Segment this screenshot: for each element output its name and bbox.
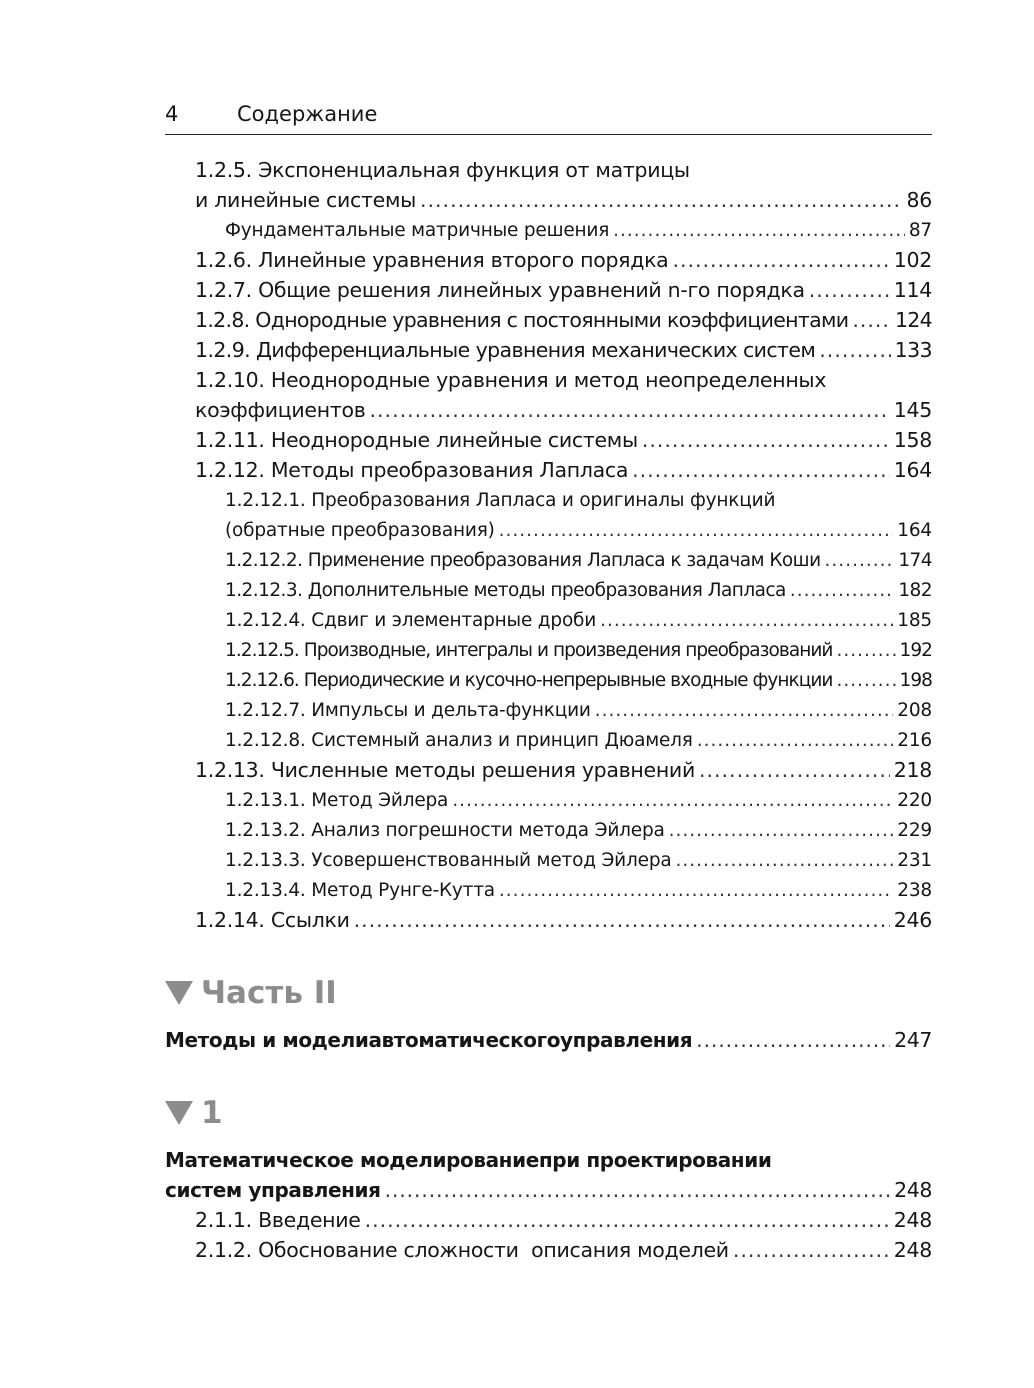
toc-entry-label: 1.2.12.4. Сдвиг и элементарные дроби (225, 610, 597, 631)
dot-leader (420, 188, 903, 212)
toc-entry[interactable] (225, 610, 932, 631)
part-heading-text: Часть II (201, 975, 337, 1011)
toc-entry-label: 1.2.13. Численные методы решения уравнений (195, 758, 695, 782)
toc-page-number: 86 (906, 188, 932, 212)
dot-leader (790, 580, 895, 601)
toc-entry[interactable] (195, 188, 932, 212)
toc-entry[interactable] (195, 308, 932, 332)
dot-leader (696, 1028, 890, 1052)
toc-page-number: 192 (899, 640, 932, 661)
dot-leader (642, 428, 890, 452)
toc-entry-label: 1.2.12. Методы преобразования Лапласа (195, 458, 629, 482)
toc-entry-label: (обратные преобразования) (225, 520, 495, 541)
toc-page-number: 248 (893, 1238, 932, 1262)
toc-page-number: 102 (893, 248, 932, 272)
toc-entry-label: 1.2.12.3. Дополнительные методы преобразования Лапласа (225, 580, 786, 601)
toc-entry-label: Фундаментальные матричные решения (225, 220, 610, 241)
toc-page-number: 174 (898, 550, 932, 571)
dot-leader (837, 670, 896, 691)
chapter-title-entry[interactable] (165, 1178, 932, 1202)
dot-leader (613, 220, 905, 241)
page-number: 4 (165, 102, 179, 126)
toc-page-number: 114 (893, 278, 932, 302)
dot-leader (837, 640, 896, 661)
toc-page-number: 87 (908, 220, 932, 241)
dot-leader (499, 880, 893, 901)
toc-entry[interactable] (195, 1238, 932, 1262)
toc-entry-label: 1.2.12.5. Производные, интегралы и произведения преобразований (225, 640, 833, 661)
toc-entry[interactable] (225, 550, 932, 571)
toc-page-number: 133 (894, 338, 932, 362)
dot-leader (733, 1238, 890, 1262)
toc-entry-label: 1.2.13.2. Анализ погрешности метода Эйлера (225, 820, 665, 841)
part-heading (165, 975, 337, 1011)
toc-entry-label: 1.2.13.4. Метод Рунге-Кутта (225, 880, 495, 901)
toc-entry-label: 1.2.11. Неоднородные линейные системы (195, 428, 638, 452)
toc-page-number: 145 (893, 398, 932, 422)
dot-leader (600, 610, 893, 631)
toc-page-number: 231 (897, 850, 932, 871)
dot-leader (672, 248, 889, 272)
dot-leader (819, 338, 890, 362)
toc-page-number: 164 (893, 458, 932, 482)
dot-leader (499, 520, 894, 541)
chapter-title[interactable]: Математическое моделированиепри проектировании (165, 1148, 772, 1172)
toc-entry[interactable] (225, 880, 932, 901)
chapter-heading (165, 1095, 223, 1131)
toc-entry[interactable] (195, 908, 932, 932)
toc-entry[interactable] (195, 428, 932, 452)
toc-entry[interactable] (195, 398, 932, 422)
toc-entry-label: 1.2.8. Однородные уравнения с постоянными коэффициентами (195, 308, 849, 332)
toc-entry-label: 1.2.13.3. Усовершенствованный метод Эйлера (225, 850, 672, 871)
toc-entry-label: 1.2.12.2. Применение преобразования Лапласа к задачам Коши (225, 550, 821, 571)
toc-entry[interactable] (225, 220, 932, 241)
dot-leader (452, 790, 893, 811)
dot-leader (809, 278, 890, 302)
toc-page-number: 247 (894, 1028, 932, 1052)
toc-page-number: 218 (893, 758, 932, 782)
toc-entry[interactable] (225, 790, 932, 811)
dot-leader (676, 850, 894, 871)
toc-entry[interactable] (225, 730, 932, 751)
toc-entry[interactable]: 1.2.10. Неоднородные уравнения и метод неопределенных (195, 368, 827, 392)
toc-entry-label: 1.2.6. Линейные уравнения второго порядка (195, 248, 669, 272)
toc-entry-label: 1.2.12.7. Импульсы и дельта-функции (225, 700, 591, 721)
running-title: Содержание (237, 102, 378, 126)
toc-entry[interactable] (225, 670, 932, 691)
toc-entry[interactable]: 1.2.5. Экспоненциальная функция от матрицы (195, 158, 690, 182)
toc-page-number: 238 (897, 880, 932, 901)
toc-entry-label: 1.2.13.1. Метод Эйлера (225, 790, 449, 811)
toc-page-number: 158 (893, 428, 932, 452)
toc-entry-label: 2.1.2. Обоснование сложности описания моделей (195, 1238, 729, 1262)
chapter-heading-text: 1 (201, 1095, 223, 1131)
toc-entry-label: 1.2.9. Дифференциальные уравнения механических систем (195, 338, 816, 362)
dot-leader (632, 458, 890, 482)
running-header (165, 100, 932, 135)
toc-entry-label: 1.2.12.6. Периодические и кусочно-непрерывные входные функции (225, 670, 833, 691)
toc-page-number: 248 (893, 1208, 932, 1232)
toc-entry[interactable] (195, 338, 932, 362)
toc-page-number: 185 (897, 610, 932, 631)
toc-entry[interactable] (195, 758, 932, 782)
toc-page-number: 182 (898, 580, 932, 601)
part-title: Методы и моделиавтоматическогоуправления (165, 1028, 693, 1052)
toc-page-number: 198 (899, 670, 932, 691)
toc-page-number: 208 (897, 700, 932, 721)
dot-leader (385, 1178, 890, 1202)
dot-leader (669, 820, 894, 841)
chapter-title-line: систем управления (165, 1178, 381, 1202)
toc-entry[interactable] (225, 580, 932, 601)
toc-entry-label: 1.2.7. Общие решения линейных уравнений n-го порядка (195, 278, 805, 302)
dot-leader (354, 908, 890, 932)
toc-entry-label: коэффициентов (195, 398, 366, 422)
toc-page-number: 229 (897, 820, 932, 841)
toc-entry-label: и линейные системы (195, 188, 416, 212)
toc-entry[interactable] (195, 458, 932, 482)
dot-leader (595, 700, 894, 721)
toc-entry[interactable] (195, 248, 932, 272)
dot-leader (365, 1208, 890, 1232)
toc-entry[interactable]: 1.2.12.1. Преобразования Лапласа и оригиналы функций (225, 490, 776, 511)
dot-leader (697, 730, 894, 751)
toc-entry[interactable] (195, 278, 932, 302)
toc-page-number: 220 (897, 790, 932, 811)
triangle-down-icon (165, 1101, 193, 1125)
toc-entry[interactable] (225, 700, 932, 721)
dot-leader (699, 758, 890, 782)
triangle-down-icon (165, 981, 193, 1005)
toc-page-number: 248 (894, 1178, 932, 1202)
dot-leader (370, 398, 890, 422)
toc-page-number: 216 (897, 730, 932, 751)
toc-entry[interactable] (225, 820, 932, 841)
toc-entry-label: 2.1.1. Введение (195, 1208, 361, 1232)
toc-entry-label: 1.2.12.8. Системный анализ и принцип Дюамеля (225, 730, 693, 751)
toc-entry[interactable] (195, 1208, 932, 1232)
toc-page-number: 246 (893, 908, 932, 932)
toc-page-number: 124 (894, 308, 932, 332)
dot-leader (825, 550, 895, 571)
part-title-entry[interactable] (165, 1028, 932, 1052)
toc-entry[interactable] (225, 850, 932, 871)
dot-leader (852, 308, 891, 332)
toc-entry[interactable] (225, 640, 932, 661)
toc-entry-label: 1.2.14. Ссылки (195, 908, 350, 932)
toc-entry[interactable] (225, 520, 932, 541)
toc-page-number: 164 (897, 520, 932, 541)
